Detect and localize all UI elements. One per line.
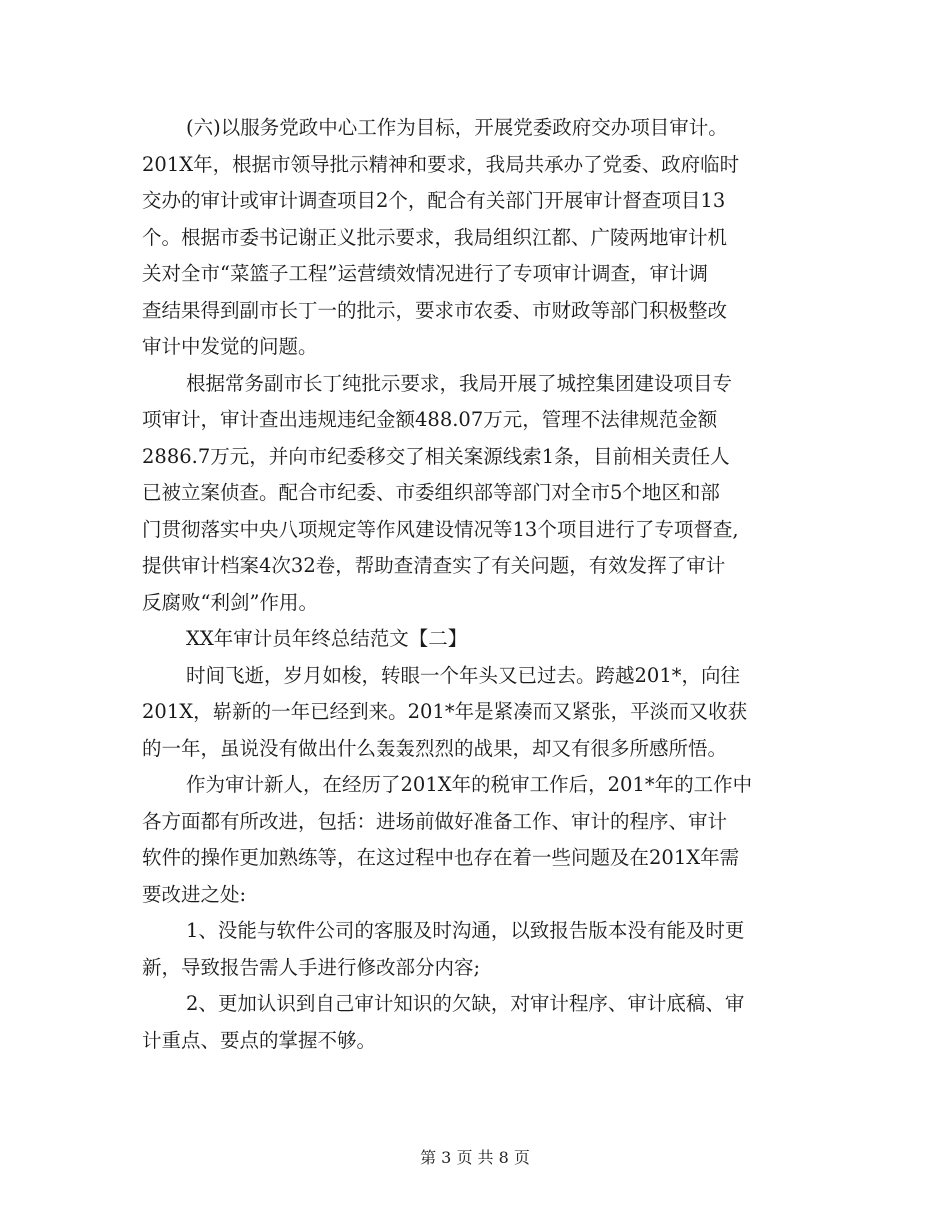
list-item-continuation: 新，导致报告需人手进行修改部分内容; [142, 955, 481, 979]
paragraph-line: 201X，崭新的一年已经到来。201*年是紧凑而又紧张，平淡而又收获 [142, 700, 748, 723]
paragraph-line: 要改进之处: [142, 882, 247, 906]
paragraph-line: 软件的操作更加熟练等，在这过程中也存在着一些问题及在201X年需 [142, 846, 740, 869]
document-body [142, 110, 810, 1059]
paragraph-line: (六)以服务党政中心工作为目标，开展党委政府交办项目审计。 [186, 116, 728, 139]
paragraph-line: 201X年，根据市领导批示精神和要求，我局共承办了党委、政府临时 [142, 152, 740, 176]
paragraph-line: 查结果得到副市长丁一的批示，要求市农委、市财政等部门积极整改 [142, 298, 728, 322]
list-item: 1、没能与软件公司的客服及时沟通，以致报告版本没有能及时更 [186, 919, 745, 942]
paragraph-line: 审计中发觉的问题。 [142, 335, 318, 358]
paragraph-line: 交办的审计或审计调查项目2个，配合有关部门开展审计督查项目13 [142, 189, 726, 212]
paragraph-line: 作为审计新人，在经历了201X年的税审工作后，201*年的工作中 [186, 773, 753, 796]
list-item: 2、更加认识到自己审计知识的欠缺，对审计程序、审计底稿、审 [186, 992, 745, 1015]
section-heading: XX年审计员年终总结范文【二】 [186, 627, 468, 650]
paragraph-line: 关对全市“菜篮子工程”运营绩效情况进行了专项审计调查，审计调 [142, 262, 708, 285]
paragraph-line: 门贯彻落实中央八项规定等作风建设情况等13个项目进行了专项督查, [142, 517, 739, 541]
list-item-continuation: 计重点、要点的掌握不够。 [142, 1028, 377, 1052]
paragraph-line: 的一年，虽说没有做出什么轰轰烈烈的战果，却又有很多所感所悟。 [142, 736, 728, 760]
page-number-footer: 第 3 页 共 8 页 [420, 1148, 530, 1167]
paragraph-line: 反腐败“利剑”作用。 [142, 590, 318, 614]
paragraph-line: 个。根据市委书记谢正义批示要求，我局组织江都、广陵两地审计机 [142, 225, 728, 249]
paragraph-line: 项审计，审计查出违规违纪金额488.07万元，管理不法律规范金额 [142, 408, 718, 431]
paragraph-line: 时间飞逝，岁月如梭，转眼一个年头又已过去。跨越201*，向往 [186, 663, 740, 687]
paragraph-line: 根据常务副市长丁纯批示要求，我局开展了城控集团建设项目专 [186, 371, 733, 395]
paragraph-line: 提供审计档案4次32卷，帮助查清查实了有关问题，有效发挥了审计 [142, 554, 726, 577]
paragraph-line: 2886.7万元，并向市纪委移交了相关案源线索1条，目前相关责任人 [142, 444, 730, 468]
paragraph-line: 已被立案侦查。配合市纪委、市委组织部等部门对全市5个地区和部 [142, 481, 720, 504]
paragraph-line: 各方面都有所改进，包括：进场前做好准备工作、审计的程序、审计 [142, 809, 728, 833]
